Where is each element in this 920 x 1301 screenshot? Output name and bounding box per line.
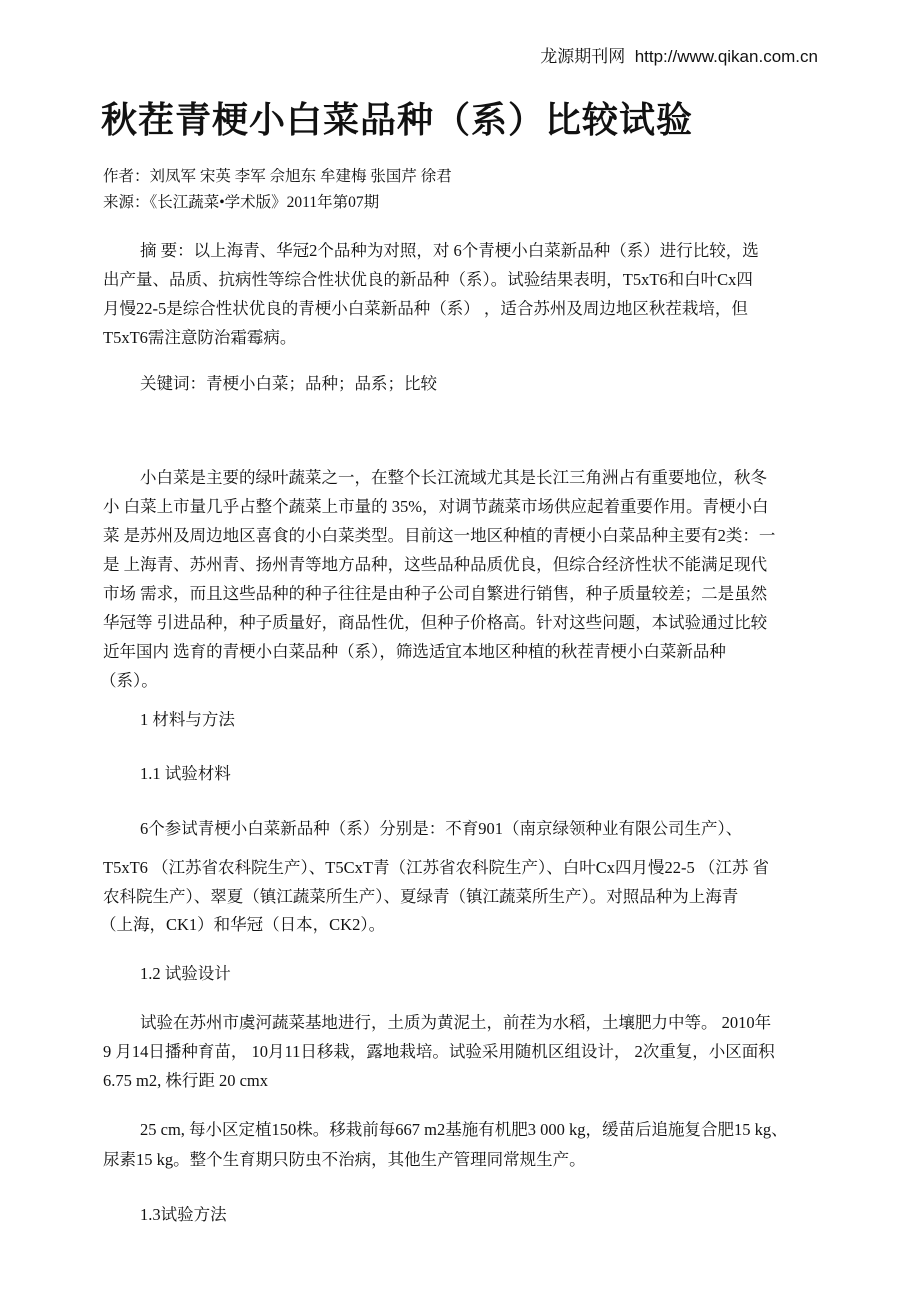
intro-line: 市场 需求，而且这些品种的种子往往是由种子公司自繁进行销售，种子质量较差；二是虽然 bbox=[103, 584, 768, 603]
site-url[interactable]: http://www.qikan.com.cn bbox=[634, 47, 818, 66]
intro-line: （系）。 bbox=[100, 671, 158, 690]
intro-line: 近年国内 选育的青梗小白菜品种（系），筛选适宜本地区种植的秋茬青梗小白菜新品种 bbox=[103, 642, 726, 661]
section-heading: 1.2 试验设计 bbox=[140, 964, 231, 983]
materials-line: T5xT6 （江苏省农科院生产）、T5CxT青（江苏省农科院生产）、白叶Cx四月慢22-5 （江苏 省 bbox=[103, 858, 769, 877]
authors: 作者：刘凤军 宋英 李军 佘旭东 牟建梅 张国芹 徐君 bbox=[103, 168, 452, 185]
intro-line: 菜 是苏州及周边地区喜食的小白菜类型。目前这一地区种植的青梗小白菜品种主要有2类：一 bbox=[103, 526, 776, 545]
article-title: 秋茬青梗小白菜品种（系）比较试验 bbox=[101, 100, 694, 141]
section-heading: 1.3试验方法 bbox=[140, 1205, 227, 1224]
design-line: 6.75 m2, 株行距 20 cmx bbox=[103, 1071, 268, 1090]
site-header bbox=[540, 42, 818, 67]
design-line: 尿素15 kg。整个生育期只防虫不治病，其他生产管理同常规生产。 bbox=[103, 1150, 586, 1169]
intro-line: 是 上海青、苏州青、扬州青等地方品种，这些品种品质优良，但综合经济性状不能满足现代 bbox=[103, 555, 768, 574]
materials-line: （上海，CK1）和华冠（日本，CK2）。 bbox=[100, 915, 386, 934]
materials-line: 农科院生产）、翠夏（镇江蔬菜所生产）、夏绿青（镇江蔬菜所生产）。对照品种为上海青 bbox=[103, 887, 739, 906]
section-heading: 1 材料与方法 bbox=[140, 710, 235, 729]
design-line: 试验在苏州市虞河蔬菜基地进行，土质为黄泥土，前茬为水稻，土壤肥力中等。 2010年 bbox=[140, 1013, 772, 1032]
intro-line: 华冠等 引进品种，种子质量好，商品性优，但种子价格高。针对这些问题，本试验通过比较 bbox=[103, 613, 768, 632]
intro-line: 小 白菜上市量几乎占整个蔬菜上市量的 35%，对调节蔬菜市场供应起着重要作用。青梗小白 bbox=[103, 497, 769, 516]
intro-line: 小白菜是主要的绿叶蔬菜之一，在整个长江流域尤其是长江三角洲占有重要地位，秋冬 bbox=[140, 468, 767, 487]
design-line: 9 月14日播种育苗， 10月11日移栽，露地栽培。试验采用随机区组设计， 2次重复，小区面积 bbox=[103, 1042, 775, 1061]
site-name: 龙源期刊网 bbox=[540, 47, 626, 66]
section-heading: 1.1 试验材料 bbox=[140, 764, 231, 783]
source: 来源：《长江蔬菜•学术版》2011年第07期 bbox=[103, 194, 380, 211]
design-line: 25 cm, 每小区定植150株。移栽前每667 m2基施有机肥3 000 kg，缓苗后追施复合肥15 kg、 bbox=[140, 1120, 788, 1139]
keywords: 关键词：青梗小白菜；品种；品系；比较 bbox=[140, 374, 437, 393]
abstract-line: 摘 要：以上海青、华冠2个品种为对照，对 6个青梗小白菜新品种（系）进行比较，选 bbox=[140, 241, 759, 260]
materials-line: 6个参试青梗小白菜新品种（系）分别是：不育901（南京绿领种业有限公司生产）、 bbox=[140, 819, 743, 838]
abstract-line: 出产量、品质、抗病性等综合性状优良的新品种（系）。试验结果表明，T5xT6和白叶Cx四 bbox=[103, 270, 753, 289]
abstract-line: T5xT6需注意防治霜霉病。 bbox=[103, 328, 297, 347]
abstract-line: 月慢22-5是综合性状优良的青梗小白菜新品种（系） ，适合苏州及周边地区秋茬栽培，但 bbox=[103, 299, 748, 318]
